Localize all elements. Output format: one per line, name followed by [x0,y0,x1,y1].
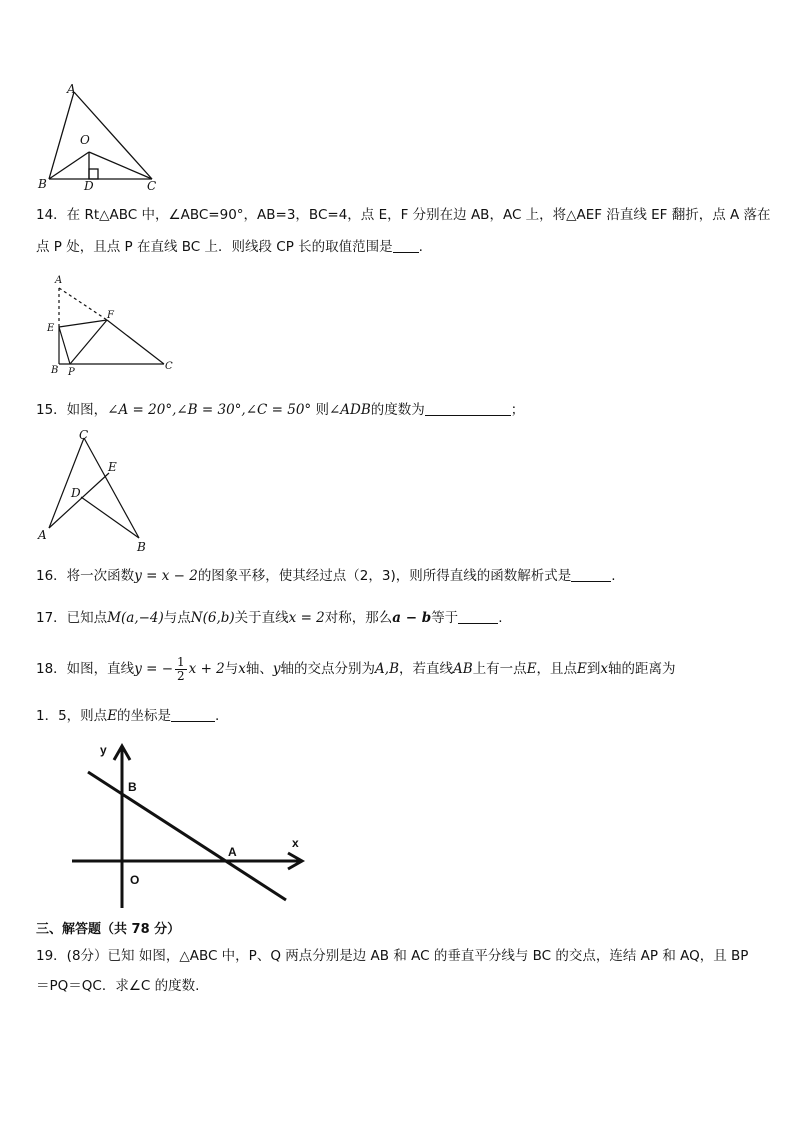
q16-function: y = x − 2 [134,568,198,584]
q14-line2 [36,237,423,257]
q18-points-ab: A,B [375,661,400,677]
q14-line1: 14．在 Rt△ABC 中，∠ABC=90°，AB=3，BC=4，点 E，F 分别在边 AB，AC 上，将△AEF 沿直线 EF 翻折，点 A 落在 [36,207,771,223]
q17-end: . [498,610,503,626]
q18-point-e2: E [577,661,587,677]
q18-line2 [36,706,219,726]
q17-point-n: N(6,b) [190,610,235,626]
q16-end: . [611,568,616,584]
q17-mid2: 关于直线 [234,610,289,626]
answer-blank [171,707,215,722]
answer-blank [425,401,511,416]
label-b: B [38,177,47,191]
label-a: A [67,82,76,96]
q15-prefix: 15．如图， [36,402,108,418]
label-b: B [128,780,137,794]
q18-prefix: 18．如图，直线 [36,661,135,677]
q19-line1: 19．(8分）已知 如图，△ABC 中，P、Q 两点分别是边 AB 和 AC 的垂直平分线与 BC 的交点，连结 AP 和 AQ，且 BP [36,948,749,964]
arrow-quadrilateral-figure [34,428,159,556]
label-c: C [165,361,173,372]
q18-y-var: y [272,661,281,677]
coordinate-graph-figure [64,736,309,916]
label-a: A [55,275,63,286]
label-b: B [137,540,146,554]
label-c: C [147,179,157,193]
fold-triangle-figure [44,272,179,382]
label-b: B [51,365,59,376]
q18-line2-suffix: 的坐标是 [117,708,172,724]
q18-p9: 轴的距离为 [608,661,676,677]
q18-p8: 到 [586,661,601,677]
q17-point-m: M(a,−4) [107,610,164,626]
q15-end: ； [510,402,525,418]
answer-blank [458,609,498,624]
q18-point-e: E [526,661,537,677]
label-d: D [71,486,81,500]
q16-line [36,566,616,586]
q15-suffix: 的度数为 [370,402,425,418]
q18-fraction [175,656,187,683]
q18-p7: ，且点 [536,661,578,677]
q17-suffix: 等于 [431,610,459,626]
label-o: O [130,873,140,887]
q15-angles: ∠A = 20°,∠B = 30°,∠C = 50° [107,402,312,418]
q18-y-eq: y = − [134,661,174,677]
answer-blank [571,567,611,582]
fraction-numerator: 1 [177,654,185,669]
q18-point-e3: E [107,708,118,724]
q18-x-var2: x [600,661,609,677]
q17-mid1: 与点 [163,610,191,626]
q18-rest: x + 2 [188,661,225,677]
q17-line [36,608,502,628]
q14-end: . [418,239,423,255]
q18-line1 [36,652,676,686]
q17-mid3: 对称，那么 [324,610,393,626]
q15-mid: 则 [311,402,329,418]
q17-prefix: 17．已知点 [36,610,108,626]
q17-line-x2: x = 2 [288,610,325,626]
answer-blank [393,238,419,253]
label-d: D [84,179,94,193]
label-f: F [107,310,114,321]
q17-expr: a − b [392,610,432,626]
label-p: P [68,367,75,378]
q18-line-ab: AB [453,661,473,677]
q18-end: . [215,708,220,724]
label-a: A [38,528,47,542]
q18-p2: 与 [224,661,239,677]
label-a: A [228,845,237,859]
axis-label-y: y [100,743,107,757]
label-e: E [47,323,55,334]
q18-p3: 轴、 [245,661,273,677]
label-c: C [79,428,89,442]
label-e: E [108,460,117,474]
q18-line2-prefix: 1．5，则点 [36,708,108,724]
fraction-denominator: 2 [177,668,185,683]
q19-line2: ＝PQ＝QC．求∠C 的度数. [36,978,200,994]
q18-x-var: x [238,661,246,677]
axis-label-x: x [292,836,299,850]
q18-p6: 上有一点 [472,661,527,677]
q15-line [36,400,524,420]
q18-p4: 轴的交点分别为 [280,661,376,677]
q18-p5: ，若直线 [399,661,454,677]
q14-text: 点 P 处，且点 P 在直线 BC 上．则线段 CP 长的取值范围是 [36,239,393,255]
section-title: 三、解答题（共 78 分） [36,922,181,937]
label-o: O [80,133,90,147]
q15-angle-adb: ∠ADB [328,402,371,418]
q16-suffix: 的图象平移，使其经过点（2，3)，则所得直线的函数解析式是 [197,568,572,584]
triangle-abc-figure [34,80,169,195]
q16-prefix: 16．将一次函数 [36,568,135,584]
